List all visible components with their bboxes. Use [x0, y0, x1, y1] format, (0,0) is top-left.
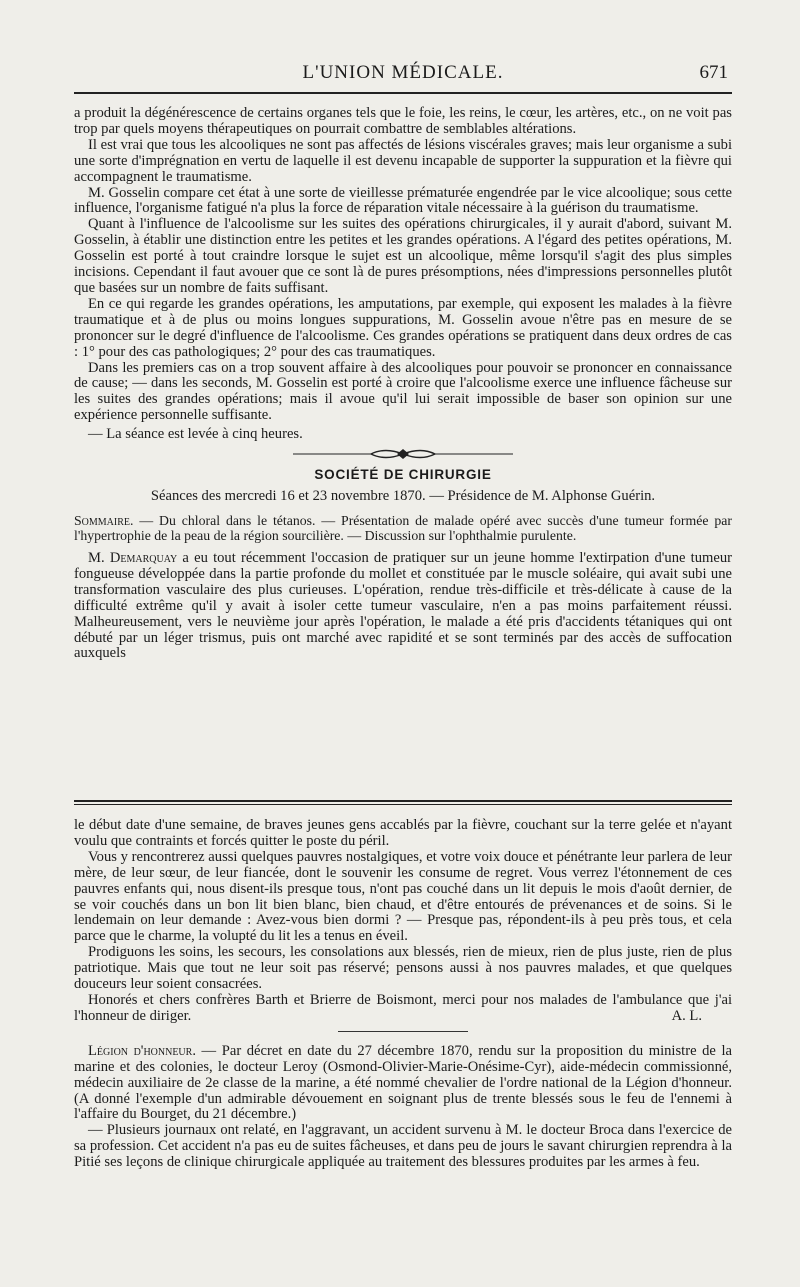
paragraph: — Plusieurs journaux ont relaté, en l'aggravant, un accident survenu à M. le docteur Broca dans l'exercice de sa profession. Cet accident n'a pas eu de suites fâcheuses, et dans peu de jours le savant chirurgien reprendra à la Pitié ses leçons de clinique chirurgicale appliquée au traitement des blessures produites par les armes à feu.	[74, 1122, 732, 1171]
paragraph	[74, 993, 732, 1025]
paragraph: Quant à l'influence de l'alcoolisme sur les suites des opérations chirurgicales, il y aurait d'abord, suivant M. Gosselin, à établir une distinction entre les petites et les grandes opérations. A l'égard des petites opérations, M. Gosselin est porté à tout craindre lorsque le sujet est un alcoolique, même lorsqu'il s'agit des plus simples incisions. Cependant il faut avouer que ce sont là de pures présomptions, nées d'impressions personnelles plutôt que basées sur un nombre de faits suffisant.	[74, 216, 732, 296]
legion-label: Légion d'honneur.	[88, 1042, 196, 1059]
paragraph-text: — Par décret en date du 27 décembre 1870, rendu sur la proposition du ministre de la marine et des colonies, le docteur Leroy (Osmond-Olivier-Marie-Onésime-Cyr), aide-médecin commissionné, médecin auxiliaire de 2e classe de la marine, a été nommé chevalier de l'ordre national de la Légion d'honneur. (A donné l'exemple d'un admirable dévouement en soignant plus de trente blessés sous le feu de l'ennemi à l'affaire du Bourget, du 21 décembre.)	[74, 1042, 732, 1123]
speaker-name: M. Demarquay	[88, 550, 178, 567]
session-line: Séances des mercredi 16 et 23 novembre 1870. — Présidence de M. Alphonse Guérin.	[150, 488, 656, 505]
paragraph: Vous y rencontrerez aussi quelques pauvres nostalgiques, et votre voix douce et pénétrante leur parlera de leur mère, de leur sœur, de leur fiancée, dont le souvenir les consume de regret. Vous verrez l'étonnement de ces pauvres enfants qui, nous disent-ils presque tous, n'ont pas couché dans un lit depuis le mois d'août dernier, de se voir couchés dans un bon lit bien blanc, bien chaud, et d'être entourés de prévenances et de soins. Si le lendemain on leur demande : Avez-vous bien dormi ? — Presque pas, répondent-ils à peu près tous, et cela parce que le charme, la volupté du lit les a tenus en éveil.	[74, 848, 732, 945]
paragraph	[74, 1044, 732, 1124]
ornament-divider	[74, 447, 732, 461]
session-closing: — La séance est levée à cinq heures.	[88, 426, 303, 443]
gosselin-section	[74, 106, 732, 662]
paragraph: Il est vrai que tous les alcooliques ne sont pas affectés de lésions viscérales graves; mais leur organisme a subi une sorte d'imprégnation en vertu de laquelle il est devenu incapable de supporter la suppuration et la fièvre qui accompagnent le traumatisme.	[74, 136, 732, 185]
ornament-icon	[293, 447, 513, 461]
paragraph: M. Gosselin compare cet état à une sorte de vieillesse prématurée engendrée par le vice alcoolique; sous cette influence, l'organisme fatigué n'a plus la force de réparation vitale nécessaire à la guérison du traumatisme.	[74, 184, 732, 217]
summary-text: — Du chloral dans le tétanos. — Présentation de malade opéré avec succès d'une tumeur formée par l'hypertrophie de la peau de la région sourcilière. — Discussion sur l'ophthalmie purulente.	[74, 513, 732, 544]
header-rule	[74, 92, 732, 94]
running-title: L'UNION MÉDICALE.	[302, 62, 504, 83]
closing-text: Honorés et chers confrères Barth et Brierre de Boismont, merci pour nos malades de l'ambulance que j'ai l'honneur de diriger.	[74, 991, 732, 1024]
summary-label: Sommaire.	[74, 513, 134, 529]
page-number: 671	[699, 62, 728, 83]
signature: A. L.	[671, 1007, 702, 1024]
paragraph: le début date d'une semaine, de braves jeunes gens accablés par la fièvre, couchant sur la terre gelée et n'ayant voulu que contraints et forcés quitter le poste du péril.	[74, 817, 732, 849]
feuilleton-rule	[74, 800, 732, 805]
paragraph: a produit la dégénérescence de certains organes tels que le foie, les reins, le cœur, les artères, etc., on ne voit pas trop par quels moyens thérapeutiques on pourrait combattre de semblables altérations.	[74, 105, 732, 137]
page-header	[74, 58, 732, 88]
paragraph: Dans les premiers cas on a trop souvent affaire à des alcooliques pour pouvoir se prononcer en connaissance de cause; — dans les seconds, M. Gosselin est porté à croire que l'alcoolisme exerce une influence fâcheuse sur les suites des grandes opérations; mais il avoue qu'il lui serait impossible de baser son opinion sur une expérience personnelle suffisante.	[74, 359, 732, 424]
feuilleton-section	[74, 818, 732, 1171]
paragraph	[74, 551, 732, 662]
section-title: SOCIÉTÉ DE CHIRURGIE	[314, 467, 492, 483]
paragraph: En ce qui regarde les grandes opérations, les amputations, par exemple, qui exposent les malades à la fièvre traumatique et à de plus ou moins longues suppurations, M. Gosselin avoue n'être pas en mesure de se prononcer sur le degré d'influence de l'alcoolisme. Ces grandes opérations se pratiquent dans deux ordres de cas : 1° pour des cas pathologiques; 2° pour des cas traumatiques.	[74, 295, 732, 360]
paragraph: Prodiguons les soins, les secours, les consolations aux blessés, rien de mieux, rien de plus juste, rien de plus patriotique. Mais que tout ne leur soit pas réservé; pensons aussi à nos pauvres malades, et que quelques douceurs leur soient consacrées.	[74, 944, 732, 993]
paragraph-text: a eu tout récemment l'occasion de pratiquer sur un jeune homme l'extirpation d'une tumeur fongueuse développée dans la partie profonde du mollet et constituée par le muscle soléaire, qui avait subi une transformation vasculaire des plus curieuses. L'opération, rendue très-difficile et très-délicate à cause de la difficulté extrême qu'il y avait à isoler cette tumeur vasculaire, n'en a pas moins parfaitement réussi. Malheureusement, vers le neuvième jour après l'opération, le malade a été pris d'accidents tétaniques qui ont débuté par un léger trismus, puis ont marché avec rapidité et se sont terminés par des accès de suffocation auxquels	[74, 550, 732, 662]
summary-paragraph	[74, 513, 732, 543]
section-divider	[338, 1031, 468, 1032]
